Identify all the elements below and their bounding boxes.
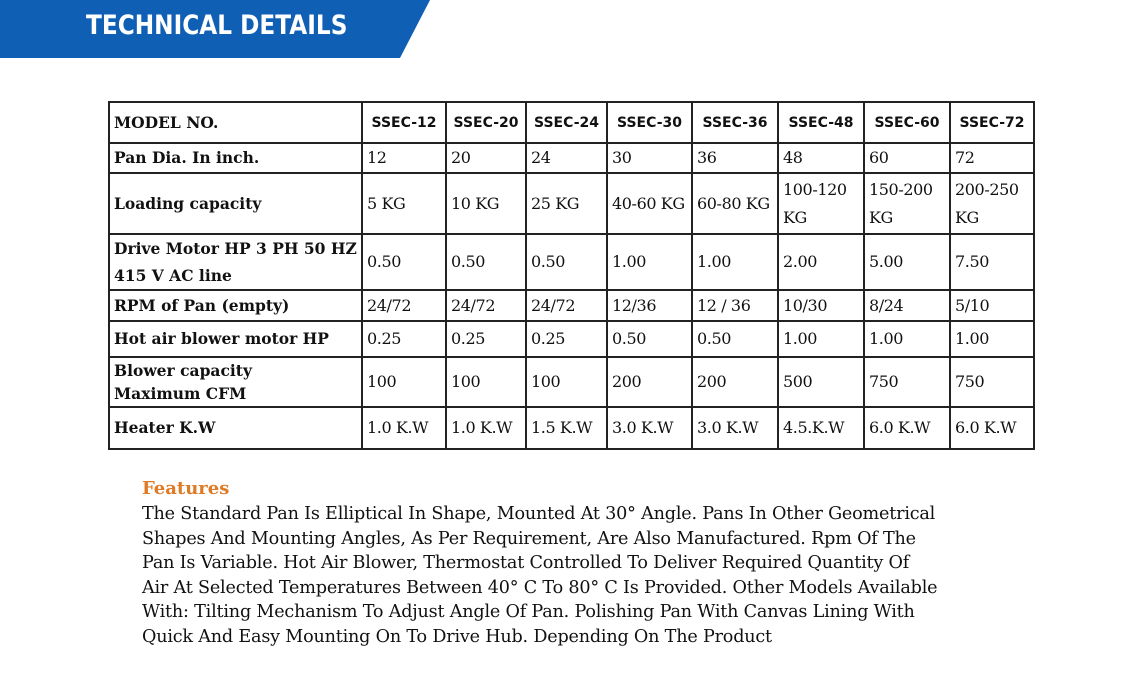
table-cell: 0.50 (446, 234, 526, 290)
table-cell: 150-200 KG (864, 173, 950, 234)
model-no-header: MODEL NO. (109, 102, 362, 143)
row-label: Blower capacity Maximum CFM (109, 357, 362, 407)
row-label: Hot air blower motor HP (109, 321, 362, 357)
table-cell: 1.5 K.W (526, 407, 607, 449)
model-header: SSEC-12 (362, 102, 446, 143)
table-cell: 5/10 (950, 290, 1034, 321)
table-cell: 100 (362, 357, 446, 407)
model-header: SSEC-20 (446, 102, 526, 143)
table-cell: 1.00 (692, 234, 778, 290)
table-cell: 25 KG (526, 173, 607, 234)
table-row (109, 321, 1034, 357)
table-cell: 5 KG (362, 173, 446, 234)
table-cell: 12 (362, 143, 446, 173)
features-line: Shapes And Mounting Angles, As Per Requirement, Are Also Manufactured. Rpm Of The (142, 528, 916, 549)
table-cell: 200 (692, 357, 778, 407)
table-cell: 30 (607, 143, 692, 173)
table-cell: 750 (950, 357, 1034, 407)
table-cell: 0.50 (362, 234, 446, 290)
row-label: Heater K.W (109, 407, 362, 449)
row-label: Loading capacity (109, 173, 362, 234)
table-row (109, 407, 1034, 449)
table-cell: 60-80 KG (692, 173, 778, 234)
table-cell: 10/30 (778, 290, 864, 321)
table-cell: 0.25 (526, 321, 607, 357)
features-heading: Features (142, 478, 230, 499)
table-cell: 48 (778, 143, 864, 173)
row-label: Pan Dia. In inch. (109, 143, 362, 173)
table-cell: 60 (864, 143, 950, 173)
table-cell: 1.00 (607, 234, 692, 290)
table-cell: 72 (950, 143, 1034, 173)
features-line: Quick And Easy Mounting On To Drive Hub. Depending On The Product (142, 626, 772, 647)
technical-details-table (108, 101, 1035, 450)
table-cell: 7.50 (950, 234, 1034, 290)
table-cell: 2.00 (778, 234, 864, 290)
table-row (109, 143, 1034, 173)
features-line: With: Tilting Mechanism To Adjust Angle Of Pan. Polishing Pan With Canvas Lining With (142, 602, 915, 623)
table-cell: 100 (446, 357, 526, 407)
table-cell: 0.50 (692, 321, 778, 357)
table-cell: 0.25 (362, 321, 446, 357)
table-cell: 24 (526, 143, 607, 173)
table-row (109, 357, 1034, 407)
table-cell: 3.0 K.W (607, 407, 692, 449)
row-label: RPM of Pan (empty) (109, 290, 362, 321)
table-cell: 24/72 (446, 290, 526, 321)
model-header: SSEC-36 (692, 102, 778, 143)
table-cell: 6.0 K.W (864, 407, 950, 449)
table-cell: 6.0 K.W (950, 407, 1034, 449)
table-cell: 12 / 36 (692, 290, 778, 321)
table-row (109, 234, 1034, 290)
table-cell: 1.00 (778, 321, 864, 357)
table-cell: 3.0 K.W (692, 407, 778, 449)
table-cell: 4.5.K.W (778, 407, 864, 449)
table-cell: 200 (607, 357, 692, 407)
features-line: Pan Is Variable. Hot Air Blower, Thermostat Controlled To Deliver Required Quantity Of (142, 553, 910, 574)
table-cell: 1.00 (864, 321, 950, 357)
table-cell: 20 (446, 143, 526, 173)
table-cell: 0.50 (526, 234, 607, 290)
table-cell: 100 (526, 357, 607, 407)
table-header-row (109, 102, 1034, 143)
table-cell: 8/24 (864, 290, 950, 321)
table-cell: 10 KG (446, 173, 526, 234)
table-cell: 100-120 KG (778, 173, 864, 234)
model-header: SSEC-48 (778, 102, 864, 143)
table-cell: 0.50 (607, 321, 692, 357)
model-header: SSEC-72 (950, 102, 1034, 143)
features-line: Air At Selected Temperatures Between 40° C To 80° C Is Provided. Other Models Available (142, 577, 938, 598)
table-cell: 36 (692, 143, 778, 173)
features-paragraph (142, 502, 1022, 650)
model-header: SSEC-60 (864, 102, 950, 143)
row-label: Drive Motor HP 3 PH 50 HZ 415 V AC line (109, 234, 362, 290)
table-row (109, 290, 1034, 321)
table-cell: 24/72 (526, 290, 607, 321)
table-cell: 5.00 (864, 234, 950, 290)
table-cell: 40-60 KG (607, 173, 692, 234)
model-header: SSEC-30 (607, 102, 692, 143)
table-cell: 500 (778, 357, 864, 407)
table-cell: 1.0 K.W (362, 407, 446, 449)
table-cell: 0.25 (446, 321, 526, 357)
page-title: TECHNICAL DETAILS (86, 10, 348, 41)
table-cell: 1.0 K.W (446, 407, 526, 449)
table-cell: 200-250 KG (950, 173, 1034, 234)
table-row (109, 173, 1034, 234)
table-cell: 24/72 (362, 290, 446, 321)
table-cell: 750 (864, 357, 950, 407)
table-cell: 1.00 (950, 321, 1034, 357)
table-cell: 12/36 (607, 290, 692, 321)
model-header: SSEC-24 (526, 102, 607, 143)
features-line: The Standard Pan Is Elliptical In Shape, Mounted At 30° Angle. Pans In Other Geometrical (142, 504, 936, 524)
